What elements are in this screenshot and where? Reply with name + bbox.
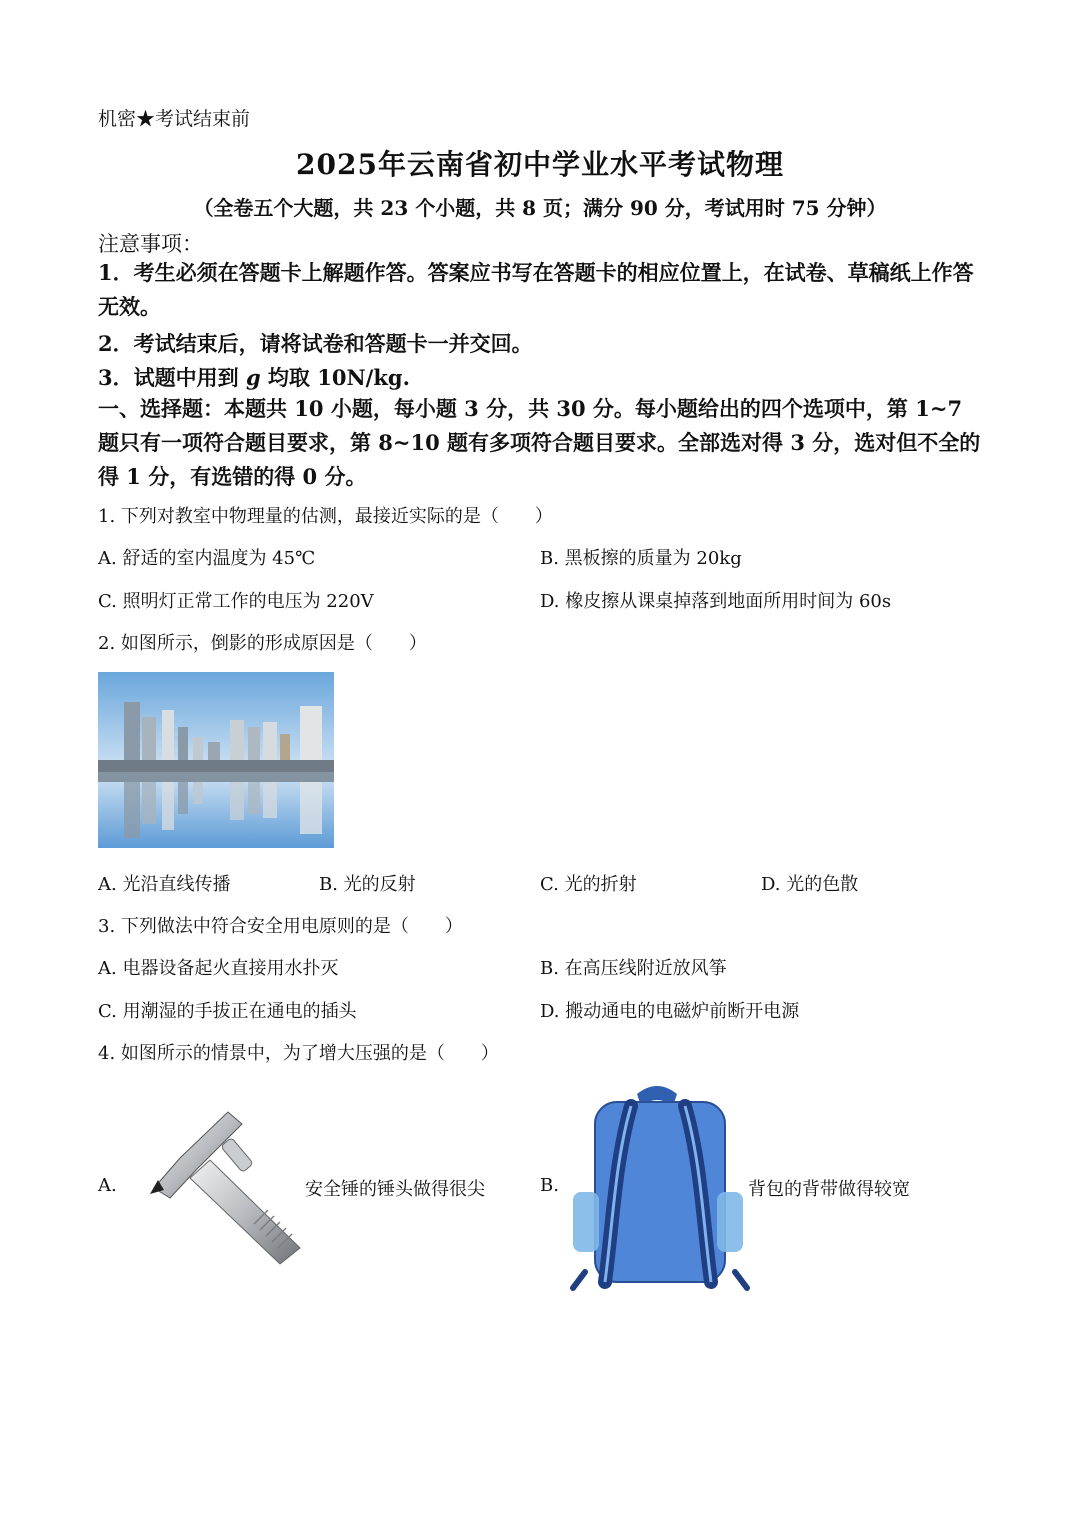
- question-1-option-a: A. 舒适的室内温度为 45℃: [98, 548, 316, 569]
- question-4-stem: 4. 如图所示的情景中，为了增大压强的是（ ）: [98, 1043, 499, 1064]
- notice-label: 注意事项：: [98, 232, 203, 256]
- question-2-option-d: D. 光的色散: [761, 874, 859, 895]
- page-subtitle: （全卷五个大题，共 23 个小题，共 8 页；满分 90 分，考试用时 75 分钟）: [193, 196, 887, 220]
- question-2-option-a: A. 光沿直线传播: [98, 874, 231, 895]
- question-4-option-b-letter: B.: [540, 1175, 559, 1196]
- question-3-option-d: D. 搬动通电的电磁炉前断开电源: [540, 1001, 800, 1022]
- page-title: 2025年云南省初中学业水平考试物理: [296, 148, 784, 181]
- notice-item-1: 1．考生必须在答题卡上解题作答。答案应书写在答题卡的相应位置上，在试卷、草稿纸上作答无效。: [98, 260, 974, 319]
- notice-item-2: 2．考试结束后，请将试卷和答题卡一并交回。: [98, 331, 533, 356]
- question-3-option-a: A. 电器设备起火直接用水扑灭: [98, 958, 339, 979]
- confidential-mark: 机密★考试结束前: [98, 108, 251, 130]
- question-1-stem: 1. 下列对教室中物理量的估测，最接近实际的是（ ）: [98, 506, 553, 527]
- backpack-image: [565, 1082, 750, 1292]
- notice-item-3: [98, 362, 410, 392]
- question-2-stem: 2. 如图所示，倒影的形成原因是（ ）: [98, 633, 427, 654]
- question-3-stem: 3. 下列做法中符合安全用电原则的是（ ）: [98, 916, 463, 937]
- question-4-option-a-text: 安全锤的锤头做得很尖: [305, 1179, 485, 1200]
- notice-item-3-suffix: 均取 10N/kg.: [260, 365, 410, 390]
- city-reflection-image: [98, 672, 334, 848]
- question-2-option-c: C. 光的折射: [540, 874, 637, 895]
- question-2-option-b: B. 光的反射: [319, 874, 416, 895]
- notice-item-3-prefix: 3．试题中用到: [98, 365, 246, 390]
- notice-item-3-g: g: [245, 365, 261, 390]
- question-3-option-b: B. 在高压线附近放风筝: [540, 958, 727, 979]
- question-1-option-c: C. 照明灯正常工作的电压为 220V: [98, 591, 374, 612]
- safety-hammer-image: [150, 1108, 305, 1266]
- question-3-option-c: C. 用潮湿的手拔正在通电的插头: [98, 1001, 357, 1022]
- section-1-intro: 一、选择题：本题共 10 小题，每小题 3 分，共 30 分。每小题给出的四个选项中，第 1~7 题只有一项符合题目要求，第 8~10 题有多项符合题目要求。全部选对得 3 分，选对但不全的得 1 分，有选错的得 0 分。: [98, 396, 981, 489]
- question-1-option-b: B. 黑板擦的质量为 20kg: [540, 548, 742, 569]
- question-4-option-b-text: 背包的背带做得较宽: [748, 1179, 910, 1200]
- question-1-option-d: D. 橡皮擦从课桌掉落到地面所用时间为 60s: [540, 591, 892, 612]
- question-4-option-a-letter: A.: [98, 1175, 117, 1196]
